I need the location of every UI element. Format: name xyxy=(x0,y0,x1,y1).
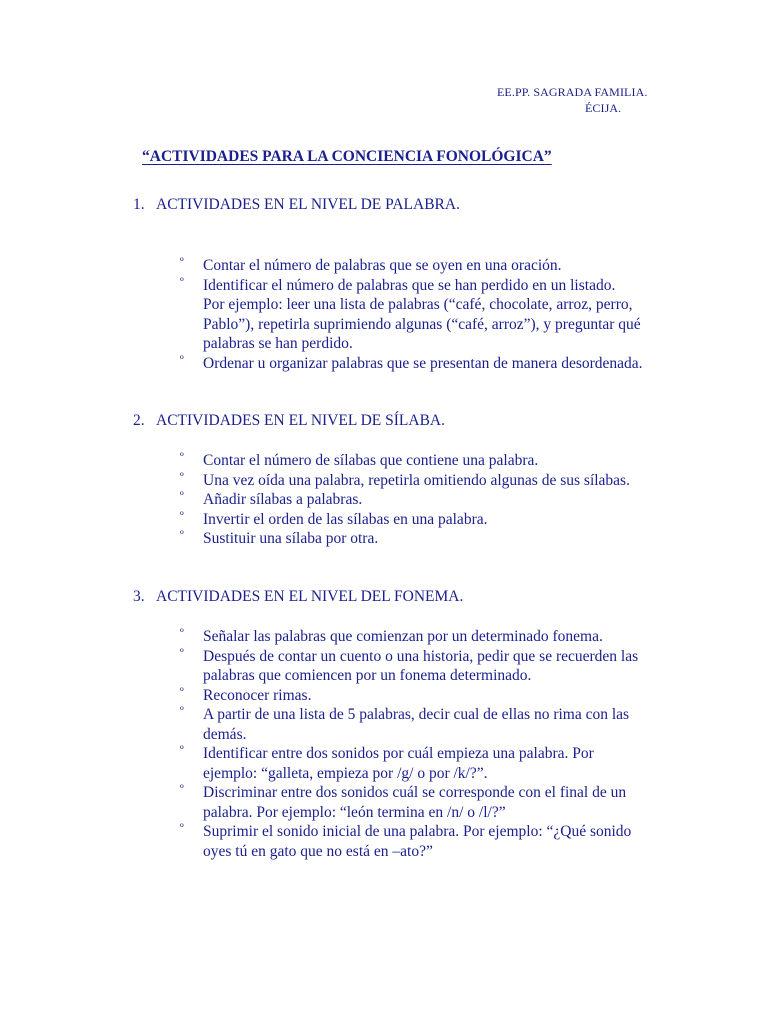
section-heading-fonema xyxy=(133,588,463,606)
section-number: 3. xyxy=(133,588,145,605)
bullet-icon: º xyxy=(180,450,184,464)
bullet-icon: º xyxy=(180,255,184,269)
list-item: º A partir de una lista de 5 palabras, decir cual de ellas no rima con las demás. xyxy=(180,704,630,743)
bullet-icon: º xyxy=(180,684,184,699)
list-item: º Señalar las palabras que comienzan por un determinado fonema. xyxy=(180,626,603,645)
bullet-icon: º xyxy=(180,352,184,367)
list-item: º Identificar el número de palabras que se han perdido en un listado. Por ejemplo: leer una lista de palabras (“café, chocolate, arroz, perro, Pablo”), repetirla suprimiendo algunas (“café, arroz”), y preguntar qué palabras se han perdido. xyxy=(180,274,645,352)
school-town: ÉCIJA. xyxy=(585,101,622,115)
section-title: ACTIVIDADES EN EL NIVEL DE PALABRA. xyxy=(156,196,460,213)
bullet-list-palabra xyxy=(180,256,650,373)
list-item: º Identificar entre dos sonidos por cuál empieza una palabra. Por ejemplo: “galleta, empieza por /g/ o por /k/?”. xyxy=(180,743,594,782)
section-heading-palabra xyxy=(133,196,460,214)
bullet-icon: º xyxy=(180,626,184,640)
bullet-icon: º xyxy=(180,821,184,835)
list-item: º Suprimir el sonido inicial de una palabra. Por ejemplo: “¿Qué sonido oyes tú en gato que no está en –ato?” xyxy=(180,821,632,860)
list-item: º Reconocer rimas. xyxy=(180,684,312,704)
bullet-icon: º xyxy=(180,274,184,289)
bullet-list-fonema xyxy=(180,627,650,861)
bullet-icon: º xyxy=(180,743,184,757)
section-number: 1. xyxy=(133,196,145,213)
list-item: º Ordenar u organizar palabras que se presentan de manera desordenada. xyxy=(180,352,643,372)
section-title: ACTIVIDADES EN EL NIVEL DEL FONEMA. xyxy=(156,588,464,605)
bullet-icon: º xyxy=(180,469,184,484)
list-item: º Contar el número de palabras que se oyen en una oración. xyxy=(180,255,562,274)
bullet-icon: º xyxy=(180,782,184,796)
bullet-icon: º xyxy=(180,489,184,503)
list-item: º Añadir sílabas a palabras. xyxy=(180,489,363,508)
list-item: º Después de contar un cuento o una historia, pedir que se recuerden las palabras que comiencen por un fonema determinado. xyxy=(180,645,639,684)
school-name: EE.PP. SAGRADA FAMILIA. xyxy=(497,85,648,99)
school-header xyxy=(497,84,647,116)
section-number: 2. xyxy=(133,412,145,429)
bullet-icon: º xyxy=(180,645,184,660)
section-heading-silaba xyxy=(133,412,445,430)
bullet-list-silaba xyxy=(180,451,650,549)
bullet-icon: º xyxy=(180,528,184,542)
list-item: º Una vez oída una palabra, repetirla omitiendo algunas de sus sílabas. xyxy=(180,469,630,489)
bullet-icon: º xyxy=(180,508,184,523)
section-title: ACTIVIDADES EN EL NIVEL DE SÍLABA. xyxy=(156,412,446,429)
list-item: º Contar el número de sílabas que contiene una palabra. xyxy=(180,450,539,469)
list-item: º Invertir el orden de las sílabas en una palabra. xyxy=(180,508,488,528)
document-title: “ACTIVIDADES PARA LA CONCIENCIA FONOLÓGICA” xyxy=(142,148,552,165)
list-item: º Sustituir una sílaba por otra. xyxy=(180,528,379,547)
list-item: º Discriminar entre dos sonidos cuál se corresponde con el final de un palabra. Por ejemplo: “león termina en /n/ o /l/?” xyxy=(180,782,627,821)
bullet-icon: º xyxy=(180,704,184,718)
